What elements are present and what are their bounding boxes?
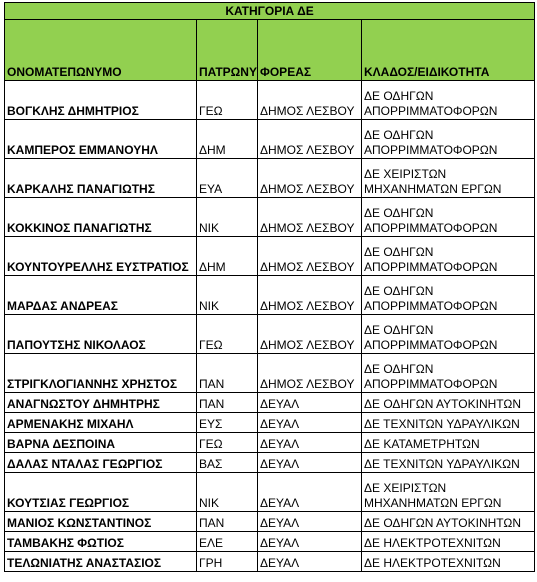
table-row [5, 198, 535, 237]
table-row [5, 159, 535, 198]
agency-cell[interactable]: ΔΗΜΟΣ ΛΕΣΒΟΥ [258, 237, 362, 276]
patronymic-cell[interactable]: ΝΙΚ [197, 276, 258, 315]
name-cell[interactable]: ΔΑΛΑΣ ΝΤΑΛΑΣ ΓΕΩΡΓΙΟΣ [5, 453, 197, 473]
specialty-cell[interactable] [362, 433, 535, 453]
table-row [5, 473, 535, 512]
specialty-line: ΔΕ ΤΕΧΝΙΤΩΝ ΥΔΡΑΥΛΙΚΩΝ [364, 417, 520, 431]
table-row [5, 81, 535, 120]
specialty-line: ΔΕ ΟΔΗΓΩΝ [364, 323, 434, 337]
specialty-line: ΔΕ ΗΛΕΚΤΡΟΤΕΧΝΙΤΩΝ [364, 556, 501, 570]
specialty-cell[interactable] [362, 354, 535, 393]
specialty-cell[interactable] [362, 315, 535, 354]
agency-cell[interactable]: ΔΗΜΟΣ ΛΕΣΒΟΥ [258, 81, 362, 120]
specialty-cell[interactable] [362, 453, 535, 473]
table-row [5, 552, 535, 572]
specialty-line: ΑΠΟΡΡΙΜΜΑΤΟΦΟΡΩΝ [364, 377, 498, 391]
agency-cell[interactable]: ΔΕΥΑΛ [258, 552, 362, 572]
specialty-line: ΔΕ ΟΔΗΓΩΝ [364, 245, 434, 259]
patronymic-cell[interactable]: ΕΛΕ [197, 532, 258, 552]
specialty-line: ΜΗΧΑΝΗΜΑΤΩΝ ΕΡΓΩΝ [364, 182, 502, 196]
name-cell[interactable]: ΣΤΡΙΓΚΛΟΓΙΑΝΝΗΣ ΧΡΗΣΤΟΣ [5, 354, 197, 393]
table-row [5, 276, 535, 315]
agency-cell[interactable]: ΔΕΥΑΛ [258, 532, 362, 552]
agency-cell[interactable]: ΔΗΜΟΣ ΛΕΣΒΟΥ [258, 276, 362, 315]
patronymic-cell[interactable]: ΓΕΩ [197, 433, 258, 453]
specialty-line: ΑΠΟΡΡΙΜΜΑΤΟΦΟΡΩΝ [364, 143, 498, 157]
name-cell[interactable]: ΑΝΑΓΝΩΣΤΟΥ ΔΗΜΗΤΡΗΣ [5, 393, 197, 413]
category-title[interactable]: ΚΑΤΗΓΟΡΙΑ ΔΕ [5, 3, 535, 20]
specialty-cell[interactable] [362, 512, 535, 532]
patronymic-cell[interactable]: ΓΕΩ [197, 315, 258, 354]
patronymic-cell[interactable]: ΓΡΗ [197, 552, 258, 572]
patronymic-cell[interactable]: ΔΗΜ [197, 237, 258, 276]
name-cell[interactable]: ΚΑΜΠΕΡΟΣ ΕΜΜΑΝΟΥΗΛ [5, 120, 197, 159]
specialty-cell[interactable] [362, 159, 535, 198]
name-cell[interactable]: ΤΑΜΒΑΚΗΣ ΦΩΤΙΟΣ [5, 532, 197, 552]
table-row [5, 512, 535, 532]
agency-cell[interactable]: ΔΗΜΟΣ ΛΕΣΒΟΥ [258, 198, 362, 237]
specialty-line: ΑΠΟΡΡΙΜΜΑΤΟΦΟΡΩΝ [364, 338, 498, 352]
name-cell[interactable]: ΒΑΡΝΑ ΔΕΣΠΟΙΝΑ [5, 433, 197, 453]
table-row [5, 413, 535, 433]
agency-cell[interactable]: ΔΕΥΑΛ [258, 393, 362, 413]
agency-cell[interactable]: ΔΗΜΟΣ ΛΕΣΒΟΥ [258, 354, 362, 393]
specialty-line: ΔΕ ΚΑΤΑΜΕΤΡΗΤΩΝ [364, 437, 480, 451]
category-table [4, 2, 535, 572]
agency-cell[interactable]: ΔΕΥΑΛ [258, 413, 362, 433]
specialty-line: ΔΕ ΟΔΗΓΩΝ ΑΥΤΟΚΙΝΗΤΩΝ [364, 397, 522, 411]
table-row [5, 315, 535, 354]
specialty-cell[interactable] [362, 81, 535, 120]
agency-cell[interactable]: ΔΕΥΑΛ [258, 473, 362, 512]
specialty-cell[interactable] [362, 198, 535, 237]
specialty-line: ΔΕ ΟΔΗΓΩΝ [364, 206, 434, 220]
name-cell[interactable]: ΚΟΥΝΤΟΥΡΕΛΛΗΣ ΕΥΣΤΡΑΤΙΟΣ [5, 237, 197, 276]
agency-cell[interactable]: ΔΕΥΑΛ [258, 433, 362, 453]
specialty-line: ΑΠΟΡΡΙΜΜΑΤΟΦΟΡΩΝ [364, 221, 498, 235]
header-name[interactable]: ΟΝΟΜΑΤΕΠΩΝΥΜΟ [5, 20, 197, 81]
patronymic-cell[interactable]: ΠΑΝ [197, 354, 258, 393]
specialty-line: ΔΕ ΗΛΕΚΤΡΟΤΕΧΝΙΤΩΝ [364, 536, 501, 550]
agency-cell[interactable]: ΔΗΜΟΣ ΛΕΣΒΟΥ [258, 159, 362, 198]
table-row [5, 453, 535, 473]
specialty-cell[interactable] [362, 413, 535, 433]
specialty-line: ΑΠΟΡΡΙΜΜΑΤΟΦΟΡΩΝ [364, 104, 498, 118]
patronymic-cell[interactable]: ΕΥΑ [197, 159, 258, 198]
name-cell[interactable]: ΠΑΠΟΥΤΣΗΣ ΝΙΚΟΛΑΟΣ [5, 315, 197, 354]
name-cell[interactable]: ΚΟΚΚΙΝΟΣ ΠΑΝΑΓΙΩΤΗΣ [5, 198, 197, 237]
table-row [5, 354, 535, 393]
header-patronymic[interactable]: ΠΑΤΡΩΝΥ [197, 20, 258, 81]
patronymic-cell[interactable]: ΓΕΩ [197, 81, 258, 120]
specialty-cell[interactable] [362, 532, 535, 552]
specialty-cell[interactable] [362, 473, 535, 512]
specialty-line: ΑΠΟΡΡΙΜΜΑΤΟΦΟΡΩΝ [364, 299, 498, 313]
patronymic-cell[interactable]: ΕΥΣ [197, 413, 258, 433]
specialty-line: ΔΕ ΧΕΙΡΙΣΤΩΝ [364, 167, 447, 181]
name-cell[interactable]: ΜΑΝΙΟΣ ΚΩΝΣΤΑΝΤΙΝΟΣ [5, 512, 197, 532]
title-row [5, 3, 535, 20]
patronymic-cell[interactable]: ΝΙΚ [197, 473, 258, 512]
specialty-line: ΔΕ ΟΔΗΓΩΝ [364, 362, 434, 376]
agency-cell[interactable]: ΔΕΥΑΛ [258, 512, 362, 532]
specialty-cell[interactable] [362, 120, 535, 159]
agency-cell[interactable]: ΔΗΜΟΣ ΛΕΣΒΟΥ [258, 120, 362, 159]
name-cell[interactable]: ΤΕΛΩΝΙΑΤΗΣ ΑΝΑΣΤΑΣΙΟΣ [5, 552, 197, 572]
specialty-line: ΔΕ ΧΕΙΡΙΣΤΩΝ [364, 481, 447, 495]
table-row [5, 532, 535, 552]
specialty-cell[interactable] [362, 237, 535, 276]
specialty-line: ΔΕ ΤΕΧΝΙΤΩΝ ΥΔΡΑΥΛΙΚΩΝ [364, 457, 520, 471]
specialty-line: ΔΕ ΟΔΗΓΩΝ [364, 89, 434, 103]
specialty-line: ΜΗΧΑΝΗΜΑΤΩΝ ΕΡΓΩΝ [364, 496, 502, 510]
agency-cell[interactable]: ΔΗΜΟΣ ΛΕΣΒΟΥ [258, 315, 362, 354]
specialty-cell[interactable] [362, 276, 535, 315]
specialty-cell[interactable] [362, 552, 535, 572]
name-cell[interactable]: ΚΟΥΤΣΙΑΣ ΓΕΩΡΓΙΟΣ [5, 473, 197, 512]
patronymic-cell[interactable]: ΔΗΜ [197, 120, 258, 159]
specialty-cell[interactable] [362, 393, 535, 413]
table-row [5, 237, 535, 276]
header-row [5, 20, 535, 81]
patronymic-cell[interactable]: ΠΑΝ [197, 512, 258, 532]
header-specialty[interactable]: ΚΛΑΔΟΣ/ΕΙΔΙΚΟΤΗΤΑ [362, 20, 535, 81]
table-row [5, 393, 535, 413]
header-agency[interactable]: ΦΟΡΕΑΣ [258, 20, 362, 81]
specialty-line: ΑΠΟΡΡΙΜΜΑΤΟΦΟΡΩΝ [364, 260, 498, 274]
patronymic-cell[interactable]: ΝΙΚ [197, 198, 258, 237]
specialty-line: ΔΕ ΟΔΗΓΩΝ ΑΥΤΟΚΙΝΗΤΩΝ [364, 516, 522, 530]
patronymic-cell[interactable]: ΒΑΣ [197, 453, 258, 473]
table-row [5, 433, 535, 453]
name-cell[interactable]: ΚΑΡΚΑΛΗΣ ΠΑΝΑΓΙΩΤΗΣ [5, 159, 197, 198]
name-cell[interactable]: ΜΑΡΔΑΣ ΑΝΔΡΕΑΣ [5, 276, 197, 315]
patronymic-cell[interactable]: ΠΑΝ [197, 393, 258, 413]
specialty-line: ΔΕ ΟΔΗΓΩΝ [364, 128, 434, 142]
table-row [5, 120, 535, 159]
name-cell[interactable]: ΑΡΜΕΝΑΚΗΣ ΜΙΧΑΗΛ [5, 413, 197, 433]
name-cell[interactable]: ΒΟΓΚΛΗΣ ΔΗΜΗΤΡΙΟΣ [5, 81, 197, 120]
specialty-line: ΔΕ ΟΔΗΓΩΝ [364, 284, 434, 298]
agency-cell[interactable]: ΔΕΥΑΛ [258, 453, 362, 473]
